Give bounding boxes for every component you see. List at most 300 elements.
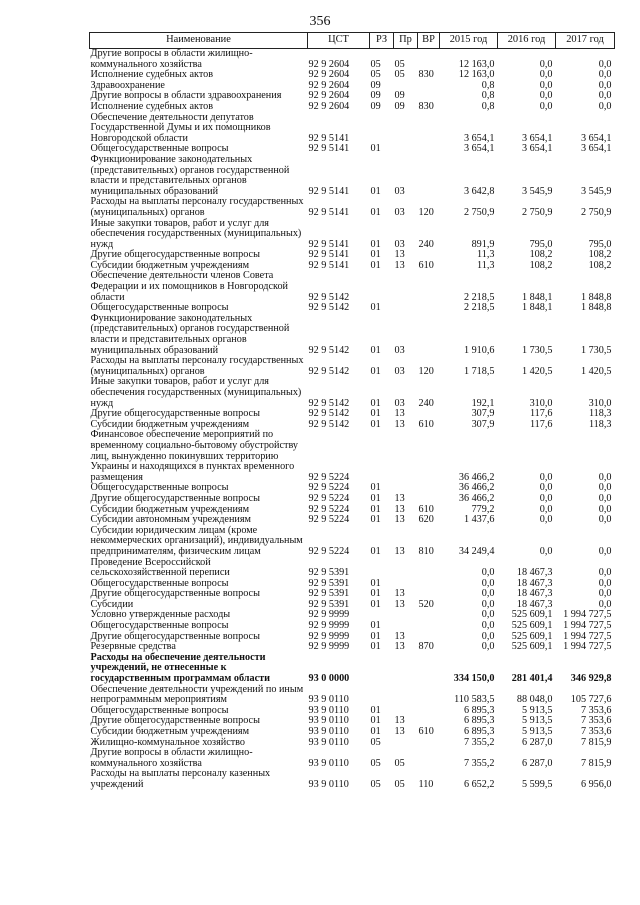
row-2015: 779,2	[471, 503, 495, 515]
row-name: Финансовое обеспечение мероприятий по временному социально-бытовому обустройству лиц, вынужденно покинувших территорию Украины и находящихся в пунктах временного размещения	[90, 429, 298, 483]
header-name: Наименование	[90, 33, 308, 49]
row-2016: 0,0	[539, 58, 553, 70]
row-2016: 5 913,5	[521, 704, 553, 716]
row-2016: 0,0	[539, 545, 553, 557]
row-rz: 01	[370, 302, 381, 314]
row-2017: 1 994 727,5	[563, 630, 612, 642]
row-pr: 13	[394, 514, 405, 526]
row-2015: 36 466,2	[458, 482, 495, 494]
row-2015: 1 437,6	[463, 514, 495, 526]
row-2016: 0,0	[539, 514, 553, 526]
row-cst: 92 9 5391	[308, 577, 350, 589]
row-name: Функционирование законодательных (представительных) органов государственной власти и представительных органов муниципальных образований	[90, 312, 290, 356]
row-2017: 0,0	[598, 514, 612, 526]
row-name: Исполнение судебных актов	[90, 69, 214, 81]
row-rz: 09	[370, 100, 381, 112]
row-name: Обеспечение деятельности членов Совета Федерации и их помощников в Новгородской области	[90, 270, 288, 303]
row-2017: 1 730,5	[580, 344, 612, 356]
row-2015: 2 218,5	[463, 291, 495, 303]
row-2017: 0,0	[598, 69, 612, 81]
row-pr: 13	[394, 715, 405, 727]
row-2017: 7 815,9	[580, 757, 612, 769]
row-vr	[418, 579, 440, 590]
row-rz: 09	[370, 79, 381, 91]
row-pr	[394, 610, 418, 621]
row-rz: 01	[370, 588, 381, 600]
row-2017: 0,0	[598, 492, 612, 504]
row-rz: 01	[370, 704, 381, 716]
row-rz: 05	[370, 69, 381, 81]
table-row	[90, 113, 615, 145]
row-2017: 346 929,8	[570, 673, 612, 685]
row-2016: 2 750,9	[521, 206, 553, 218]
row-name: Общегосударственные вопросы	[90, 620, 229, 632]
row-2017: 0,0	[598, 567, 612, 579]
row-pr: 03	[394, 206, 405, 218]
row-2017: 7 353,6	[580, 715, 612, 727]
row-2015: 0,0	[481, 598, 495, 610]
row-2017: 0,0	[598, 90, 612, 102]
row-cst: 93 0 0000	[308, 673, 350, 685]
row-vr	[418, 621, 440, 632]
row-cst: 92 9 5391	[308, 588, 350, 600]
row-name: Иные закупки товаров, работ и услуг для обеспечения государственных (муниципальных) нужд	[90, 376, 302, 409]
row-vr: 830	[418, 69, 434, 81]
row-cst: 92 9 5224	[308, 545, 350, 557]
row-name: Другие общегосударственные вопросы	[90, 630, 260, 642]
row-pr	[394, 271, 418, 303]
table-row	[90, 314, 615, 356]
table-row	[90, 155, 615, 197]
row-vr	[418, 483, 440, 494]
row-name: Условно утвержденные расходы	[90, 609, 231, 621]
row-pr	[394, 144, 418, 155]
row-name: Субсидии бюджетным учреждениям	[90, 503, 250, 515]
row-name: Обеспечение деятельности учреждений по иным непрограммным мероприятиям	[90, 683, 304, 706]
row-rz: 01	[370, 503, 381, 515]
row-rz: 01	[370, 482, 381, 494]
table-row	[90, 271, 615, 303]
row-pr: 13	[394, 641, 405, 653]
row-cst: 92 9 5142	[308, 418, 350, 430]
row-vr: 610	[418, 259, 434, 271]
row-vr: 610	[418, 726, 434, 737]
row-rz: 01	[370, 365, 381, 377]
row-2017: 0,0	[598, 577, 612, 589]
row-name: Субсидии бюджетным учреждениям	[90, 259, 250, 271]
row-2017: 1 994 727,5	[563, 609, 612, 621]
row-pr: 13	[394, 249, 405, 261]
row-rz: 01	[370, 418, 381, 430]
row-pr: 13	[394, 503, 405, 515]
row-2016: 3 654,1	[521, 132, 553, 144]
row-2015: 0,0	[481, 588, 495, 600]
row-pr: 03	[394, 238, 405, 250]
row-pr: 13	[394, 492, 405, 504]
row-cst: 92 9 5224	[308, 482, 350, 494]
row-2016: 18 467,3	[516, 577, 553, 589]
row-2016: 1 420,5	[521, 365, 553, 377]
row-vr	[418, 113, 440, 145]
row-pr: 13	[394, 259, 405, 271]
row-name: Функционирование законодательных (представительных) органов государственной власти и представительных органов муниципальных образований	[90, 153, 290, 197]
row-cst: 92 9 2604	[308, 58, 350, 70]
row-vr: 610	[418, 418, 434, 430]
row-vr: 810	[418, 545, 434, 557]
row-2016: 6 287,0	[521, 736, 553, 748]
row-2016: 0,0	[539, 503, 553, 515]
page-number: 356	[309, 14, 331, 29]
row-2017: 0,0	[598, 482, 612, 494]
row-vr	[418, 155, 440, 197]
table-row	[90, 727, 615, 738]
row-2017: 0,0	[598, 588, 612, 600]
row-pr	[394, 738, 418, 749]
row-vr: 870	[418, 641, 434, 653]
row-vr	[418, 271, 440, 303]
row-2016: 3 654,1	[521, 143, 553, 155]
row-cst: 92 9 9999	[308, 630, 350, 642]
row-2016: 5 599,5	[521, 778, 553, 790]
row-cst: 92 9 5224	[308, 514, 350, 526]
row-name: Проведение Всероссийской сельскохозяйственной переписи	[90, 556, 230, 579]
row-cst: 92 9 5141	[308, 132, 350, 144]
row-2016: 6 287,0	[521, 757, 553, 769]
table-row	[90, 748, 615, 769]
header-rz: РЗ	[370, 33, 394, 49]
table-row	[90, 49, 615, 71]
row-2015: 11,3	[477, 249, 495, 261]
row-2017: 1 848,8	[580, 302, 612, 314]
row-2017: 1 848,8	[580, 291, 612, 303]
row-rz: 01	[370, 620, 381, 632]
row-name: Расходы на выплаты персоналу государственных (муниципальных) органов	[90, 355, 304, 377]
table-row	[90, 219, 615, 251]
row-2016: 18 467,3	[516, 598, 553, 610]
row-name: Жилищно-коммунальное хозяйство	[90, 736, 246, 748]
row-2017: 2 750,9	[580, 206, 612, 218]
row-pr: 03	[394, 344, 405, 356]
row-name: Расходы на обеспечение деятельности учреждений, не отнесенные к государственным программам области	[90, 651, 270, 685]
row-cst: 92 9 5142	[308, 344, 350, 356]
row-name: Общегосударственные вопросы	[90, 577, 229, 589]
row-vr: 120	[418, 206, 434, 218]
row-vr	[418, 494, 440, 505]
row-2016: 1 730,5	[521, 344, 553, 356]
row-name: Общегосударственные вопросы	[90, 302, 229, 314]
row-2017: 105 727,6	[570, 694, 612, 706]
row-vr: 110	[418, 778, 434, 790]
row-vr	[418, 685, 440, 706]
row-name: Другие вопросы в области жилищно-коммунального хозяйства	[90, 747, 253, 769]
row-2017: 108,2	[588, 249, 612, 261]
row-2017: 0,0	[598, 503, 612, 515]
row-vr: 620	[418, 514, 434, 526]
row-cst: 93 9 0110	[308, 778, 349, 790]
row-2015: 307,9	[471, 418, 495, 430]
row-name: Субсидии автономным учреждениям	[90, 514, 251, 526]
table-row	[90, 102, 615, 113]
row-vr	[418, 81, 440, 92]
row-2015: 0,8	[481, 90, 495, 102]
row-rz: 01	[370, 249, 381, 261]
row-pr: 05	[394, 757, 405, 769]
row-name: Другие общегосударственные вопросы	[90, 492, 260, 504]
row-2016: 18 467,3	[516, 588, 553, 600]
row-rz: 01	[370, 397, 381, 409]
row-2017: 118,3	[588, 408, 612, 420]
row-rz: 05	[370, 736, 381, 748]
row-vr	[418, 144, 440, 155]
row-2016: 525 609,1	[511, 641, 553, 653]
row-cst: 92 9 5142	[308, 408, 350, 420]
row-rz	[370, 113, 394, 145]
row-2017: 3 654,1	[580, 143, 612, 155]
table-header-row	[90, 33, 615, 49]
row-2015: 0,8	[481, 100, 495, 112]
row-cst: 92 9 5141	[308, 143, 350, 155]
row-cst: 93 9 0110	[308, 694, 349, 706]
row-2016: 525 609,1	[511, 609, 553, 621]
row-2015: 6 652,2	[463, 778, 495, 790]
row-cst: 92 9 5224	[308, 471, 350, 483]
row-name: Расходы на выплаты персоналу государственных (муниципальных) органов	[90, 196, 304, 218]
row-2015: 3 654,1	[463, 132, 495, 144]
row-rz: 09	[370, 90, 381, 102]
row-2015: 12 163,0	[458, 58, 495, 70]
row-name: Иные закупки товаров, работ и услуг для обеспечения государственных (муниципальных) нужд	[90, 217, 302, 250]
row-vr	[418, 430, 440, 483]
header-2015: 2015 год	[440, 33, 498, 49]
row-pr: 13	[394, 418, 405, 430]
row-2015: 0,0	[481, 567, 495, 579]
row-vr: 120	[418, 365, 434, 377]
row-cst: 92 9 2604	[308, 100, 350, 112]
row-name: Расходы на выплаты персоналу казенных учреждений	[90, 768, 271, 790]
row-rz: 01	[370, 238, 381, 250]
row-2015: 6 895,3	[463, 726, 495, 737]
table-row	[90, 356, 615, 377]
row-cst: 92 9 5142	[308, 291, 350, 303]
row-cst: 92 9 5391	[308, 598, 350, 610]
row-vr: 520	[418, 598, 434, 610]
row-2016: 18 467,3	[516, 567, 553, 579]
row-name: Другие общегосударственные вопросы	[90, 715, 260, 727]
row-rz: 01	[370, 598, 381, 610]
row-2017: 0,0	[598, 58, 612, 70]
row-rz: 05	[370, 58, 381, 70]
row-pr: 13	[394, 630, 405, 642]
row-vr: 830	[418, 100, 434, 112]
row-vr	[418, 748, 440, 769]
row-2015: 0,8	[481, 79, 495, 91]
row-2015: 1 718,5	[463, 365, 495, 377]
row-pr	[394, 685, 418, 706]
row-pr: 03	[394, 185, 405, 197]
row-rz: 01	[370, 514, 381, 526]
row-2015: 2 750,9	[463, 206, 495, 218]
table-row	[90, 653, 615, 685]
row-name: Исполнение судебных актов	[90, 100, 214, 112]
row-cst: 92 9 5141	[308, 249, 350, 261]
row-pr	[394, 430, 418, 483]
row-pr: 09	[394, 90, 405, 102]
row-2017: 1 994 727,5	[563, 641, 612, 653]
header-cst: ЦСТ	[308, 33, 370, 49]
row-rz: 01	[370, 726, 381, 737]
row-2015: 0,0	[481, 641, 495, 653]
row-2017: 6 956,0	[580, 778, 612, 790]
row-pr: 03	[394, 365, 405, 377]
row-pr: 09	[394, 100, 405, 112]
row-pr	[394, 653, 418, 685]
row-2015: 0,0	[481, 630, 495, 642]
row-2017: 310,0	[588, 397, 612, 409]
row-vr	[418, 314, 440, 356]
row-rz: 01	[370, 344, 381, 356]
row-2017: 0,0	[598, 598, 612, 610]
row-pr	[394, 303, 418, 314]
row-2016: 0,0	[539, 492, 553, 504]
row-pr: 13	[394, 598, 405, 610]
row-cst: 92 9 2604	[308, 90, 350, 102]
row-2015: 334 150,0	[453, 673, 495, 685]
row-name: Общегосударственные вопросы	[90, 482, 229, 494]
table-row	[90, 70, 615, 81]
row-2016: 5 913,5	[521, 726, 553, 737]
row-2015: 6 895,3	[463, 704, 495, 716]
row-2017: 3 545,9	[580, 185, 612, 197]
row-cst: 93 9 0110	[308, 757, 349, 769]
row-2015: 7 355,2	[463, 736, 495, 748]
row-rz: 01	[370, 259, 381, 271]
row-pr: 13	[394, 408, 405, 420]
row-pr: 05	[394, 778, 405, 790]
budget-table	[89, 32, 615, 791]
row-cst: 92 9 2604	[308, 79, 350, 91]
row-rz	[370, 430, 394, 483]
row-cst: 92 9 5141	[308, 259, 350, 271]
row-2017: 0,0	[598, 100, 612, 112]
row-rz: 01	[370, 630, 381, 642]
row-2016: 0,0	[539, 482, 553, 494]
row-cst: 92 9 5142	[308, 397, 350, 409]
table-row	[90, 430, 615, 483]
row-rz: 05	[370, 778, 381, 790]
row-cst: 92 9 5141	[308, 238, 350, 250]
row-cst: 92 9 2604	[308, 69, 350, 81]
row-2015: 6 895,3	[463, 715, 495, 727]
table-row	[90, 494, 615, 505]
row-2016: 117,6	[529, 418, 553, 430]
row-vr	[418, 49, 440, 71]
row-2017: 1 994 727,5	[563, 620, 612, 632]
row-name: Резервные средства	[90, 641, 176, 653]
header-vr: ВР	[418, 33, 440, 49]
row-2017: 7 815,9	[580, 736, 612, 748]
row-name: Субсидии бюджетным учреждениям	[90, 418, 250, 430]
row-rz: 01	[370, 577, 381, 589]
row-name: Другие вопросы в области жилищно-коммунального хозяйства	[90, 48, 253, 70]
row-vr: 610	[418, 503, 434, 515]
row-pr: 13	[394, 726, 405, 737]
row-2015: 7 355,2	[463, 757, 495, 769]
row-cst: 92 9 9999	[308, 609, 350, 621]
row-2015: 2 218,5	[463, 302, 495, 314]
row-2015: 0,0	[481, 620, 495, 632]
row-name: Другие вопросы в области здравоохранения	[90, 90, 282, 102]
row-cst: 93 9 0110	[308, 736, 349, 748]
row-2015: 0,0	[481, 577, 495, 589]
row-rz	[370, 558, 394, 579]
row-vr	[418, 558, 440, 579]
row-2016: 0,0	[539, 90, 553, 102]
row-2017: 108,2	[588, 259, 612, 271]
table-row	[90, 526, 615, 558]
header-2016: 2016 год	[498, 33, 556, 49]
row-2016: 281 401,4	[511, 673, 553, 685]
row-rz	[370, 653, 394, 685]
row-2016: 3 545,9	[521, 185, 553, 197]
row-2017: 795,0	[588, 238, 612, 250]
table-row	[90, 558, 615, 579]
row-2017: 1 420,5	[580, 365, 612, 377]
row-2016: 117,6	[529, 408, 553, 420]
header-pr: Пр	[394, 33, 418, 49]
row-2015: 192,1	[471, 397, 495, 409]
row-name: Субсидии юридическим лицам (кроме некоммерческих организаций), индивидуальным предпринимателям, физическим лицам	[90, 524, 303, 557]
row-cst: 92 9 5224	[308, 492, 350, 504]
row-rz	[370, 685, 394, 706]
row-2016: 0,0	[539, 69, 553, 81]
row-name: Здравоохранение	[90, 79, 165, 91]
row-pr: 05	[394, 69, 405, 81]
table-row	[90, 685, 615, 706]
row-cst: 92 9 9999	[308, 641, 350, 653]
row-name: Другие общегосударственные вопросы	[90, 408, 260, 420]
row-vr	[418, 303, 440, 314]
row-2015: 11,3	[477, 259, 495, 271]
row-2015: 34 249,4	[458, 545, 495, 557]
row-pr: 13	[394, 545, 405, 557]
row-2016: 5 913,5	[521, 715, 553, 727]
row-rz	[370, 271, 394, 303]
row-2017: 0,0	[598, 79, 612, 91]
row-vr	[418, 653, 440, 685]
row-2016: 1 848,1	[521, 291, 553, 303]
row-2016: 0,0	[539, 79, 553, 91]
row-2017: 118,3	[588, 418, 612, 430]
row-rz: 01	[370, 492, 381, 504]
row-2015: 1 910,6	[463, 344, 495, 356]
row-rz: 05	[370, 757, 381, 769]
row-rz: 01	[370, 641, 381, 653]
row-2015: 0,0	[481, 609, 495, 621]
table-row	[90, 377, 615, 409]
row-2016: 1 848,1	[521, 302, 553, 314]
row-2015: 3 654,1	[463, 143, 495, 155]
row-rz: 01	[370, 545, 381, 557]
row-pr: 05	[394, 58, 405, 70]
row-2017: 7 353,6	[580, 726, 612, 737]
row-cst: 93 9 0110	[308, 726, 349, 737]
row-rz: 01	[370, 185, 381, 197]
row-2015: 36 466,2	[458, 492, 495, 504]
row-cst: 92 9 5142	[308, 365, 350, 377]
row-vr	[418, 610, 440, 621]
row-rz: 01	[370, 143, 381, 155]
row-vr	[418, 706, 440, 717]
